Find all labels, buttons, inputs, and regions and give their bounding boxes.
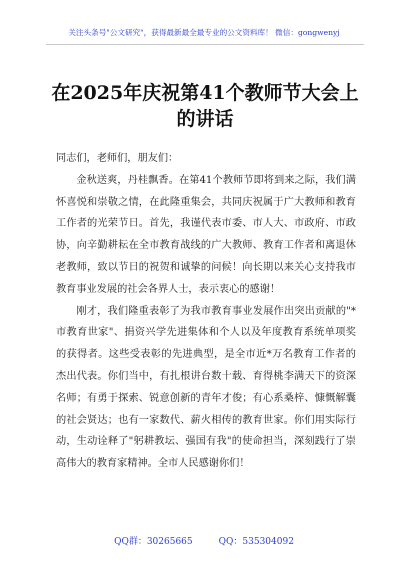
footer-contact <box>0 534 408 547</box>
paragraph: 金秋送爽，丹桂飘香。在第41个教师节即将到来之际，我们满怀喜悦和崇敬之情，在此隆重集会，共同庆祝属于广大教师和教育工作者的光荣节日。首先，我谨代表市委、市人大、市政府、市政协，向辛勤耕耘在全市教育战线的广大教师、教育工作者和离退休老教师，致以节日的祝贺和诚挚的问候！向长期以来关心支持我市教育事业发展的社会各界人士，表示衷心的感谢！ <box>56 174 356 295</box>
page-title: 在2025年庆祝第41个教师节大会上的讲话 <box>51 82 359 130</box>
paragraph: 刚才，我们隆重表彰了为我市教育事业发展作出突出贡献的"*市教育世家"、捐资兴学先进集体和个人以及年度教育系统单项奖的获得者。这些受表彰的先进典型，是全市近*万名教育工作者的杰出代表。你们当中，有扎根讲台数十载、育得桃李满天下的资深名师；有勇于探索、锐意创新的青年才俊；有心系桑梓、慷慨解囊的社会贤达；也有一家数代、薪火相传的教育世家。你们用实际行动，生动诠释了"躬耕教坛、强国有我"的使命担当，深刻践行了崇高伟大的教育家精神。全市人民感谢你们！ <box>56 305 356 470</box>
greeting: 同志们，老师们，朋友们： <box>56 153 179 164</box>
footer-qq-group: QQ群：30265665 <box>114 537 193 547</box>
header-note: 关注头条号"公文研究"，获得最新最全最专业的公文资料库！ 微信：gongwenyj <box>68 28 340 37</box>
header-divider <box>46 44 364 45</box>
document-body <box>56 148 356 475</box>
footer-qq: QQ：535304092 <box>218 537 294 547</box>
